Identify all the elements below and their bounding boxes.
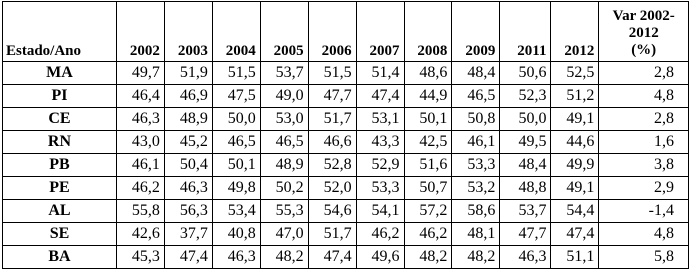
value-cell: 48,4 <box>452 62 500 85</box>
value-cell: 48,2 <box>260 246 308 269</box>
value-cell: 49,1 <box>551 177 599 200</box>
header-year: 2007 <box>356 2 404 62</box>
value-cell: 46,3 <box>116 108 164 131</box>
header-year: 2003 <box>164 2 212 62</box>
value-cell: 48,9 <box>164 108 212 131</box>
value-cell: 48,8 <box>500 177 551 200</box>
value-cell: 52,5 <box>551 62 599 85</box>
value-cell: 46,3 <box>500 246 551 269</box>
header-state: Estado/Ano <box>3 2 117 62</box>
value-cell: 54,6 <box>308 200 356 223</box>
state-cell: CE <box>3 108 117 131</box>
value-cell: 46,1 <box>452 131 500 154</box>
value-cell: 46,1 <box>116 154 164 177</box>
value-cell: 46,6 <box>308 131 356 154</box>
value-cell: 50,7 <box>404 177 452 200</box>
value-cell: 50,8 <box>452 108 500 131</box>
value-cell: 52,9 <box>356 154 404 177</box>
value-cell: 48,9 <box>260 154 308 177</box>
value-cell: 49,7 <box>116 62 164 85</box>
value-cell: 54,4 <box>551 200 599 223</box>
table-body <box>3 62 689 269</box>
value-cell: 46,2 <box>116 177 164 200</box>
value-cell: 48,6 <box>404 62 452 85</box>
table-row <box>3 223 689 246</box>
value-cell: 51,7 <box>308 108 356 131</box>
value-cell: 53,3 <box>356 177 404 200</box>
table-row <box>3 131 689 154</box>
value-cell: 53,3 <box>452 154 500 177</box>
value-cell: 55,8 <box>116 200 164 223</box>
value-cell: 46,5 <box>212 131 260 154</box>
value-cell: 47,7 <box>500 223 551 246</box>
value-cell: 43,3 <box>356 131 404 154</box>
value-cell: 58,6 <box>452 200 500 223</box>
value-cell: 53,1 <box>356 108 404 131</box>
value-cell: 51,6 <box>404 154 452 177</box>
value-cell: 51,7 <box>308 223 356 246</box>
variation-cell: 3,8 <box>599 154 689 177</box>
value-cell: 47,4 <box>308 246 356 269</box>
value-cell: 53,7 <box>260 62 308 85</box>
table-row <box>3 108 689 131</box>
data-table <box>2 1 689 269</box>
table-row <box>3 200 689 223</box>
state-cell: PE <box>3 177 117 200</box>
header-variation-line2: 2012 <box>628 25 659 41</box>
value-cell: 40,8 <box>212 223 260 246</box>
value-cell: 37,7 <box>164 223 212 246</box>
value-cell: 53,0 <box>260 108 308 131</box>
header-variation <box>599 2 689 62</box>
table-row <box>3 154 689 177</box>
value-cell: 48,1 <box>452 223 500 246</box>
value-cell: 46,3 <box>212 246 260 269</box>
value-cell: 51,5 <box>308 62 356 85</box>
value-cell: 47,4 <box>164 246 212 269</box>
value-cell: 45,2 <box>164 131 212 154</box>
value-cell: 55,3 <box>260 200 308 223</box>
header-variation-line1: Var 2002- <box>612 8 675 24</box>
state-cell: RN <box>3 131 117 154</box>
variation-cell: 2,8 <box>599 62 689 85</box>
variation-cell: 5,8 <box>599 246 689 269</box>
value-cell: 49,5 <box>500 131 551 154</box>
value-cell: 50,2 <box>260 177 308 200</box>
state-cell: PB <box>3 154 117 177</box>
value-cell: 46,5 <box>452 85 500 108</box>
value-cell: 50,1 <box>404 108 452 131</box>
value-cell: 46,4 <box>116 85 164 108</box>
value-cell: 48,2 <box>452 246 500 269</box>
value-cell: 53,2 <box>452 177 500 200</box>
value-cell: 44,9 <box>404 85 452 108</box>
value-cell: 45,3 <box>116 246 164 269</box>
value-cell: 47,7 <box>308 85 356 108</box>
header-variation-line3: (%) <box>631 42 657 58</box>
variation-cell: 2,9 <box>599 177 689 200</box>
table-row <box>3 62 689 85</box>
header-year: 2011 <box>500 2 551 62</box>
header-row <box>3 2 689 62</box>
value-cell: 52,0 <box>308 177 356 200</box>
value-cell: 49,8 <box>212 177 260 200</box>
value-cell: 46,3 <box>164 177 212 200</box>
table-header <box>3 2 689 62</box>
value-cell: 53,4 <box>212 200 260 223</box>
value-cell: 51,2 <box>551 85 599 108</box>
value-cell: 52,3 <box>500 85 551 108</box>
value-cell: 50,1 <box>212 154 260 177</box>
value-cell: 44,6 <box>551 131 599 154</box>
value-cell: 47,4 <box>356 85 404 108</box>
value-cell: 47,4 <box>551 223 599 246</box>
table-row <box>3 246 689 269</box>
value-cell: 50,4 <box>164 154 212 177</box>
header-year: 2004 <box>212 2 260 62</box>
value-cell: 49,1 <box>551 108 599 131</box>
value-cell: 46,5 <box>260 131 308 154</box>
header-year: 2009 <box>452 2 500 62</box>
value-cell: 42,5 <box>404 131 452 154</box>
value-cell: 51,9 <box>164 62 212 85</box>
value-cell: 49,9 <box>551 154 599 177</box>
header-year: 2012 <box>551 2 599 62</box>
value-cell: 50,0 <box>500 108 551 131</box>
value-cell: 46,2 <box>404 223 452 246</box>
variation-cell: -1,4 <box>599 200 689 223</box>
value-cell: 56,3 <box>164 200 212 223</box>
value-cell: 54,1 <box>356 200 404 223</box>
variation-cell: 2,8 <box>599 108 689 131</box>
header-year: 2006 <box>308 2 356 62</box>
state-cell: BA <box>3 246 117 269</box>
value-cell: 51,1 <box>551 246 599 269</box>
variation-cell: 4,8 <box>599 85 689 108</box>
header-year: 2002 <box>116 2 164 62</box>
state-cell: SE <box>3 223 117 246</box>
value-cell: 51,5 <box>212 62 260 85</box>
header-year: 2008 <box>404 2 452 62</box>
header-year: 2005 <box>260 2 308 62</box>
state-cell: PI <box>3 85 117 108</box>
value-cell: 47,0 <box>260 223 308 246</box>
value-cell: 48,2 <box>404 246 452 269</box>
value-cell: 47,5 <box>212 85 260 108</box>
value-cell: 48,4 <box>500 154 551 177</box>
value-cell: 46,2 <box>356 223 404 246</box>
value-cell: 50,0 <box>212 108 260 131</box>
value-cell: 43,0 <box>116 131 164 154</box>
variation-cell: 4,8 <box>599 223 689 246</box>
variation-cell: 1,6 <box>599 131 689 154</box>
table-row <box>3 177 689 200</box>
value-cell: 49,0 <box>260 85 308 108</box>
value-cell: 51,4 <box>356 62 404 85</box>
value-cell: 52,8 <box>308 154 356 177</box>
table-row <box>3 85 689 108</box>
value-cell: 42,6 <box>116 223 164 246</box>
value-cell: 53,7 <box>500 200 551 223</box>
value-cell: 50,6 <box>500 62 551 85</box>
state-cell: AL <box>3 200 117 223</box>
value-cell: 49,6 <box>356 246 404 269</box>
value-cell: 57,2 <box>404 200 452 223</box>
state-cell: MA <box>3 62 117 85</box>
value-cell: 46,9 <box>164 85 212 108</box>
